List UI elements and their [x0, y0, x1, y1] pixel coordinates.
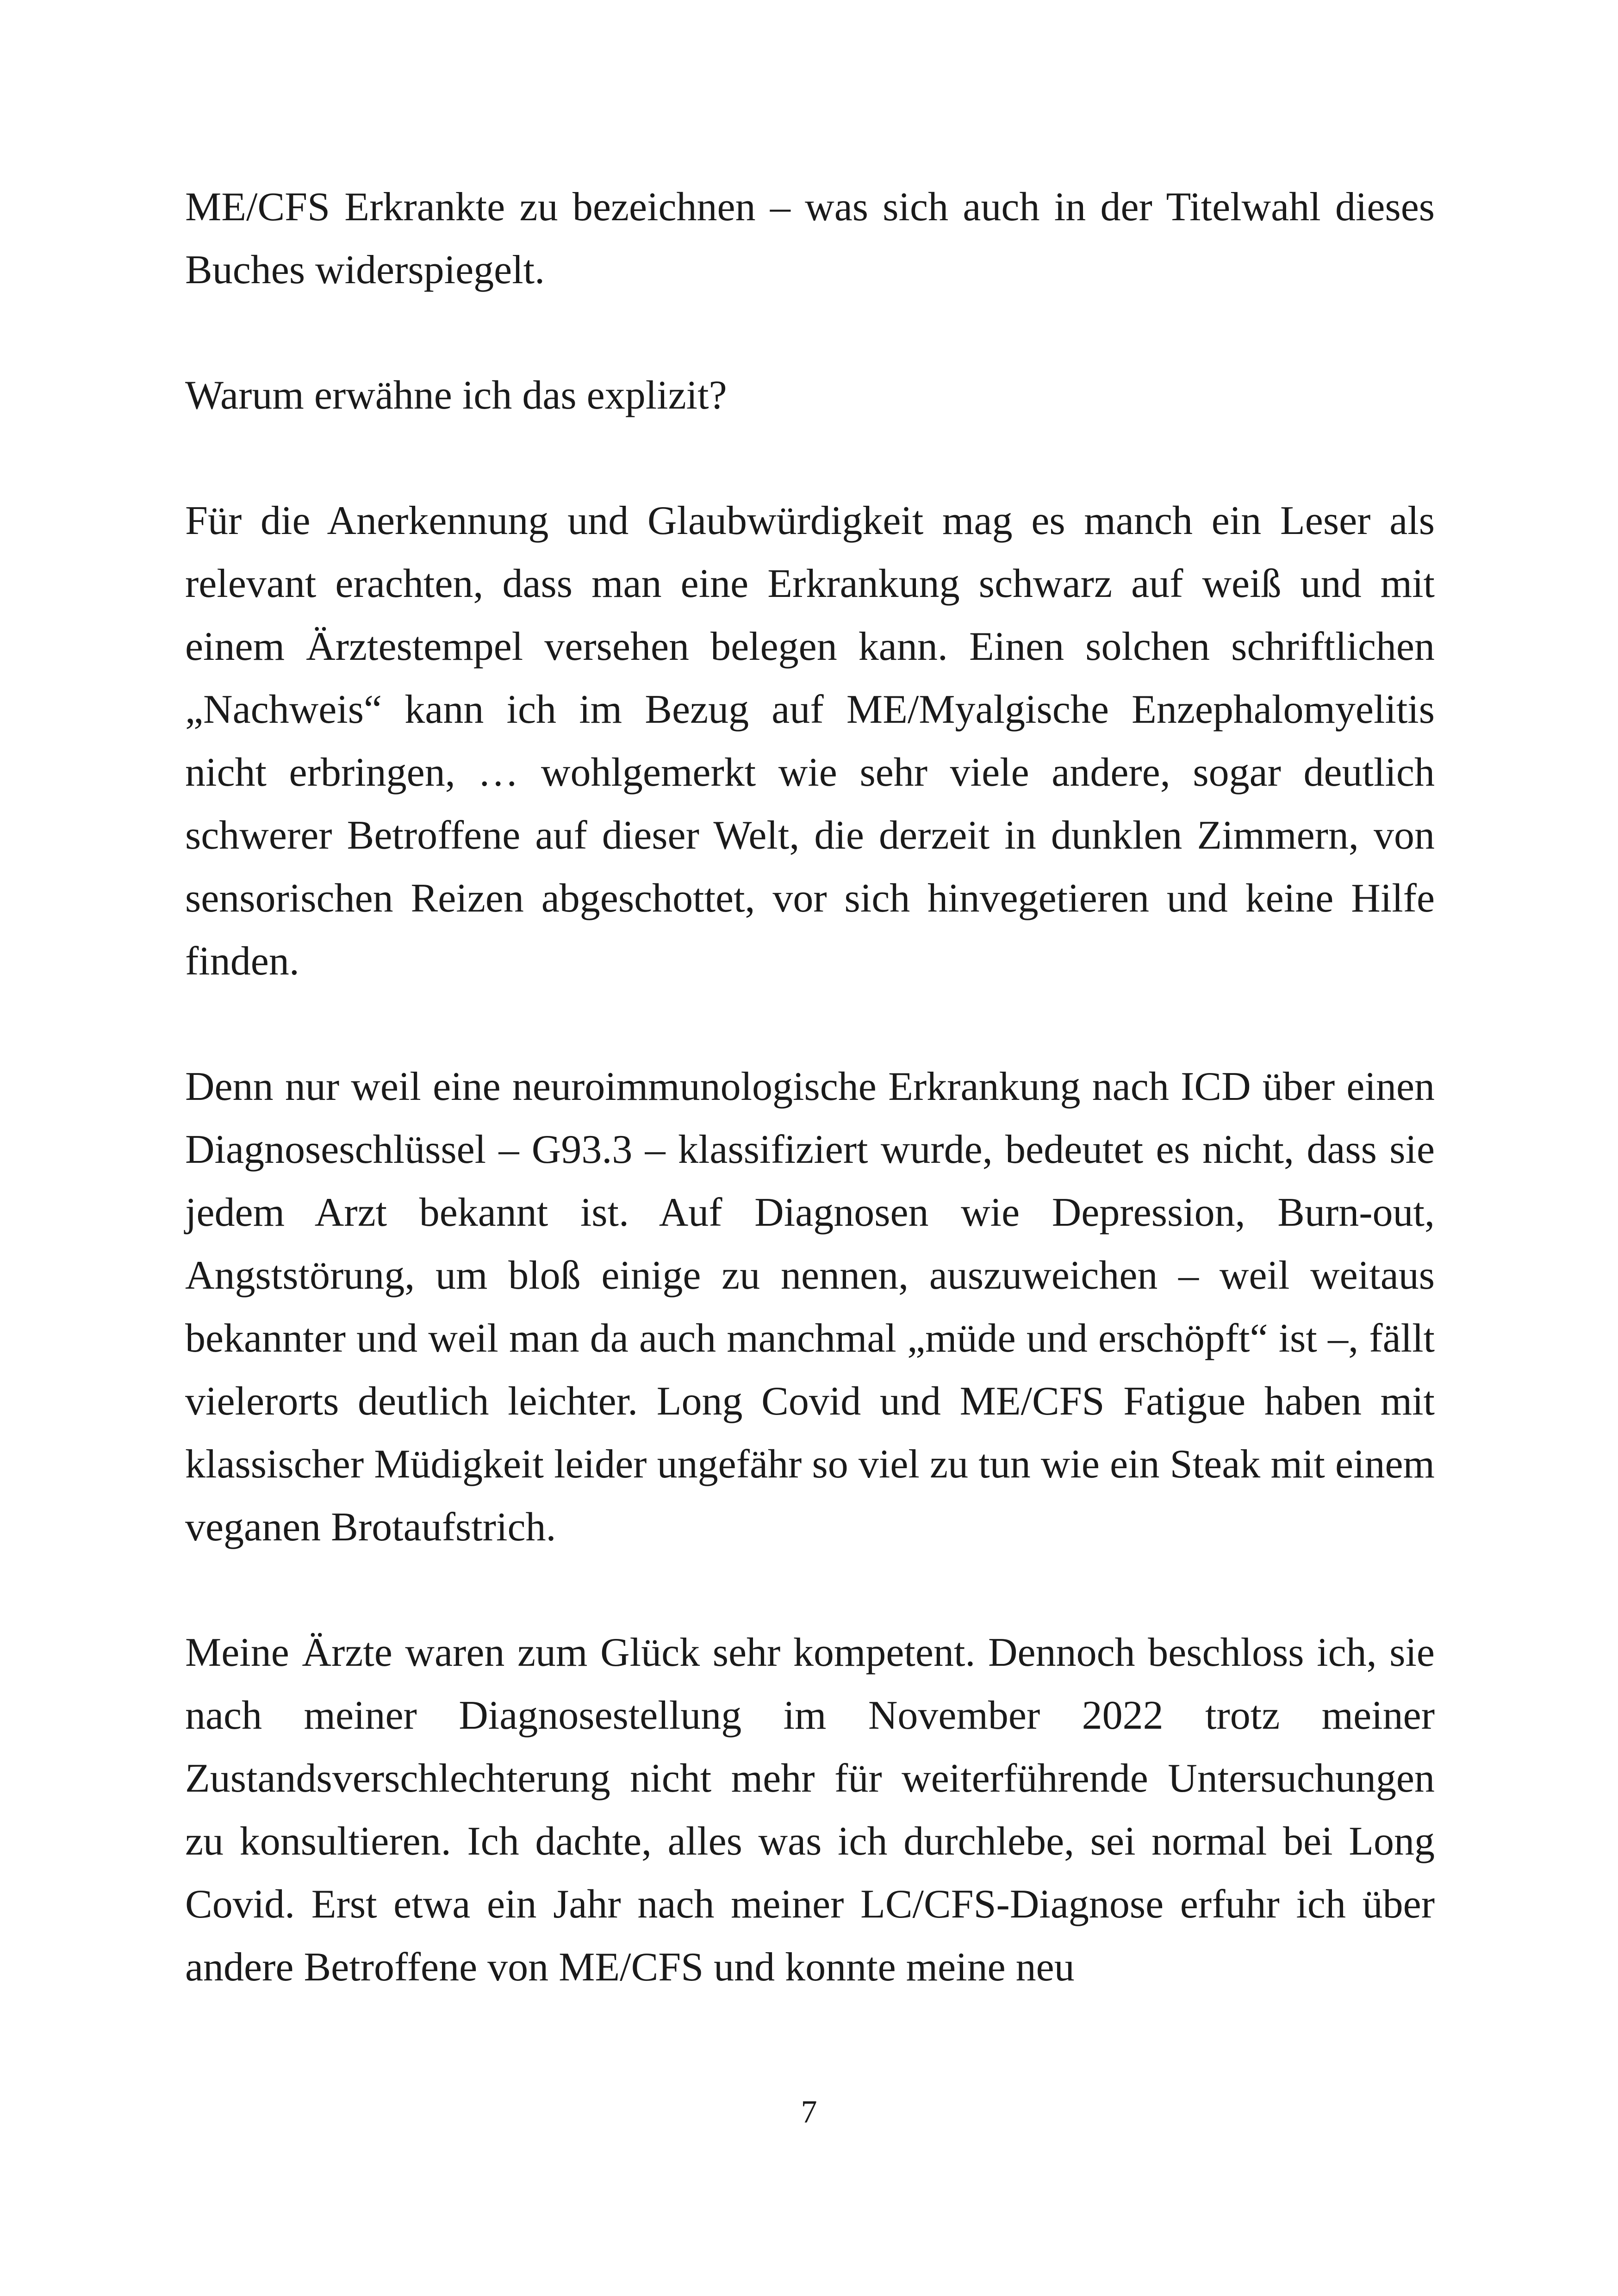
paragraph-2: Warum erwähne ich das explizit?: [185, 373, 727, 418]
paragraph-5: Meine Ärzte waren zum Glück sehr kompetent. Dennoch beschloss ich, sie nach meiner Diagnosestellung im November 2022 trotz meiner Zustandsverschlechterung nicht mehr für weiterführende Untersuchungen zu konsultieren. Ich dachte, alles was ich durchlebe, sei normal bei Long Covid. Erst etwa ein Jahr nach meiner LC/CFS-Diagnose erfuhr ich über andere Betroffene von ME/CFS und konnte meine neu: [185, 1630, 1435, 1990]
paragraph-1: ME/CFS Erkrankte zu bezeichnen – was sich auch in der Titelwahl dieses Buches widerspiegelt.: [185, 185, 1435, 292]
page-number: 7: [801, 2094, 817, 2130]
paragraph-4: Denn nur weil eine neuroimmunologische Erkrankung nach ICD über einen Diagnoseschlüssel – G93.3 – klassifiziert wurde, bedeutet es nicht, dass sie jedem Arzt bekannt ist. Auf Diagnosen wie Depression, Burn-out, Angststörung, um bloß einige zu nennen, auszuweichen – weil weitaus bekannter und weil man da auch manchmal „müde und erschöpft“ ist –, fällt vielerorts deutlich leichter. Long Covid und ME/CFS Fatigue haben mit klassischer Müdigkeit leider ungefähr so viel zu tun wie ein Steak mit einem veganen Brotaufstrich.: [185, 1064, 1435, 1550]
body-text: [185, 176, 1435, 1999]
paragraph-3: Für die Anerkennung und Glaubwürdigkeit mag es manch ein Leser als relevant erachten, dass man eine Erkrankung schwarz auf weiß und mit einem Ärztestempel versehen belegen kann. Einen solchen schriftlichen „Nachweis“ kann ich im Bezug auf ME/Myalgische Enzephalomyelitis nicht erbringen, … wohlgemerkt wie sehr viele andere, sogar deutlich schwerer Betroffene auf dieser Welt, die derzeit in dunklen Zimmern, von sensorischen Reizen abgeschottet, vor sich hinvegetieren und keine Hilfe finden.: [185, 498, 1435, 984]
